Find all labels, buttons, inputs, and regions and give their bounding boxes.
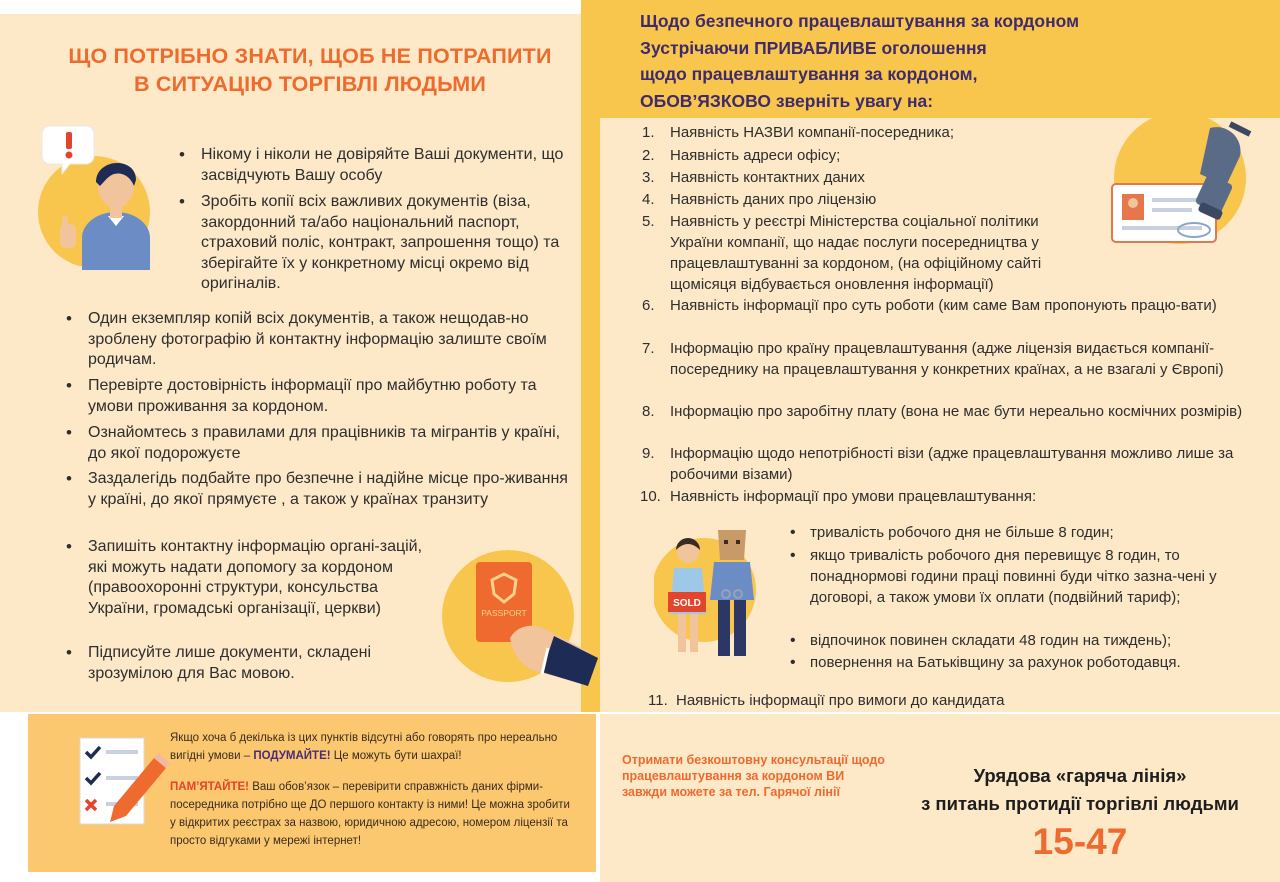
left-bullet-8: • Підписуйте лише документи, складені зрозумілою для Вас мовою.: [88, 643, 428, 684]
right-heading-line2: Зустрічаючи ПРИВАБЛИВЕ оголошення: [640, 37, 987, 58]
left-title-line2: В СИТУАЦІЮ ТОРГІВЛІ ЛЮДЬМИ: [133, 72, 487, 96]
criteria-text-1: Наявність НАЗВИ компанії-посередника;: [670, 124, 955, 141]
warning-note-1: [170, 729, 572, 765]
criteria-number-8: 8.: [642, 403, 655, 420]
left-title-line1: ЩО ПОТРІБНО ЗНАТИ, ЩОБ НЕ ПОТРАПИТИ: [68, 44, 552, 68]
criteria-item-3: [642, 167, 1090, 188]
left-title: [40, 42, 580, 98]
trafficking-victims-icon: [654, 522, 772, 662]
criteria-item-4: [642, 189, 1090, 210]
criteria-text-5: Наявність у реєстрі Міністерства соціальної політики України компанії, що надає послуги посередництва у працевлаштуванні за кордоном, (на офіційному сайті щомісяця відбувається оновлення інформації): [670, 213, 1042, 293]
criteria-item-11: [648, 690, 1096, 711]
warning-note-1-tail: Це можуть бути шахраї!: [330, 750, 462, 762]
warning-remember-emphasis: ПАМ’ЯТАЙТЕ!: [170, 781, 250, 793]
worried-person-icon: [28, 120, 162, 270]
criteria-text-11: Наявність інформації про вимоги до кандидата: [676, 692, 1005, 709]
criteria-text-6: Наявність інформації про суть роботи (ким саме Вам пропонують працю-вати): [670, 297, 1217, 314]
hotline-phone-number: 15-47: [1032, 821, 1128, 862]
left-bullet-4: • Перевірте достовірність інформації про майбутню роботу та умови проживання за кордоном.: [88, 376, 580, 417]
criteria-number-9: 9.: [642, 445, 655, 462]
criteria-number-1: 1.: [642, 124, 655, 141]
criteria-number-11: 11.: [648, 692, 668, 709]
criteria-item-7: [642, 338, 1238, 380]
criteria-text-2: Наявність адреси офісу;: [670, 147, 841, 164]
left-bullet-5: • Ознайомтесь з правилами для працівників та мігрантів у країні, до якої подорожуєте: [88, 423, 580, 464]
right-heading-line1: Щодо безпечного працевлаштування за кордоном: [640, 11, 1080, 31]
criteria-text-8: Інформацію про заробітну плату (вона не має бути нереально космічних розмірів): [670, 403, 1243, 420]
criteria-text-9: Інформацію щодо непотрібності візи (адже працевлаштування можливо лише за робочими візами): [670, 445, 1234, 483]
working-conditions-2: • якщо тривалість робочого дня перевищує 8 годин, то понаднормові години праці повинні буди чітко зазна-чені у договорі, а також умови їх оплати (подвійний тариф);: [810, 545, 1236, 608]
working-conditions-1: • тривалість робочого дня не більше 8 годин;: [810, 522, 1230, 543]
hotline-title: [890, 762, 1270, 818]
checklist-pencil-icon: [74, 732, 170, 828]
criteria-text-3: Наявність контактних даних: [670, 169, 865, 186]
passport-handover-icon: [436, 540, 602, 686]
criteria-item-8: [642, 401, 1250, 422]
stamp-document-icon: [1098, 108, 1268, 252]
left-bullet-3: • Один екземпляр копій всіх документів, а також нещодав-но зроблену фотографію й контактну інформацію залиште своїм родичам.: [88, 309, 580, 371]
criteria-number-2: 2.: [642, 147, 655, 164]
criteria-text-7: Інформацію про країну працевлаштування (адже ліцензія видається компанії-посереднику на працевлаштування у конкретних країнах, а не взагалі у Європі): [670, 340, 1224, 378]
right-heading-line3: щодо працевлаштування за кордоном,: [640, 64, 978, 84]
criteria-text-4: Наявність даних про ліцензію: [670, 191, 877, 208]
criteria-item-9: [642, 443, 1250, 485]
hotline-title-line1: Урядова «гаряча лінія»: [973, 765, 1187, 786]
right-heading: [640, 8, 1200, 114]
criteria-item-6: [642, 295, 1250, 316]
criteria-number-7: 7.: [642, 340, 655, 357]
criteria-item-10: [640, 486, 1250, 507]
passport-label: PASSPORT: [481, 608, 527, 618]
criteria-number-5: 5.: [642, 213, 655, 230]
criteria-item-5: [642, 211, 1090, 295]
left-bullet-6: • Заздалегідь подбайте про безпечне і надійне місце про-живання у країні, до якої прямуєте , а також у країнах транзиту: [88, 469, 580, 510]
hotline-title-line2: з питань протидії торгівлі людьми: [921, 793, 1239, 814]
warning-note-1-text: Якщо хоча б декілька із цих пунктів відсутні або говорять про нереально вигідні умови –: [170, 732, 558, 762]
criteria-number-6: 6.: [642, 297, 655, 314]
left-bullet-7: • Запишіть контактну інформацію органі-зацій, які можуть надати допомогу за кордоном (правоохоронні структури, консульства України, громадські організації, церкви): [88, 537, 434, 619]
working-conditions-3: • відпочинок повинен складати 48 годин на тиждень);: [810, 630, 1230, 651]
criteria-item-2: [642, 145, 1090, 166]
sold-sign-label: SOLD: [673, 598, 701, 609]
warning-note-2: [170, 778, 572, 850]
criteria-number-4: 4.: [642, 191, 655, 208]
warning-note-2-text: Ваш обов’язок – перевірити справжність даних фірми-посередника потрібно ще ДО першого контакту із ними! Це можна зробити у відкритих реєстрах за назвою, юридичною адресою, номером ліцензії та просто відгуками у мережі інтернет!: [170, 781, 570, 847]
left-bullet-1: • Нікому і ніколи не довіряйте Ваші документи, що засвідчують Вашу особу: [201, 145, 591, 186]
criteria-item-1: [642, 122, 1090, 143]
criteria-text-10: Наявність інформації про умови працевлаштування:: [670, 488, 1037, 505]
right-heading-line4: ОБОВ’ЯЗКОВО зверніть увагу на:: [640, 90, 934, 111]
left-bullet-2: • Зробіть копії всіх важливих документів (віза, закордонний та/або національний паспорт, страховий поліс, контракт, запрошення тощо) та зберігайте їх у конкретному місці окремо від оригіналів.: [201, 192, 583, 295]
warning-think-emphasis: ПОДУМАЙТЕ!: [253, 750, 331, 762]
criteria-number-3: 3.: [642, 169, 655, 186]
working-conditions-4: • повернення на Батьківщину за рахунок роботодавця.: [810, 652, 1230, 673]
criteria-number-10: 10.: [640, 488, 661, 505]
free-consultation-text: Отримати безкоштовну консультації щодо працевлаштування за кордоном ВИ завжди можете за тел. Гарячої лінії: [622, 753, 885, 799]
